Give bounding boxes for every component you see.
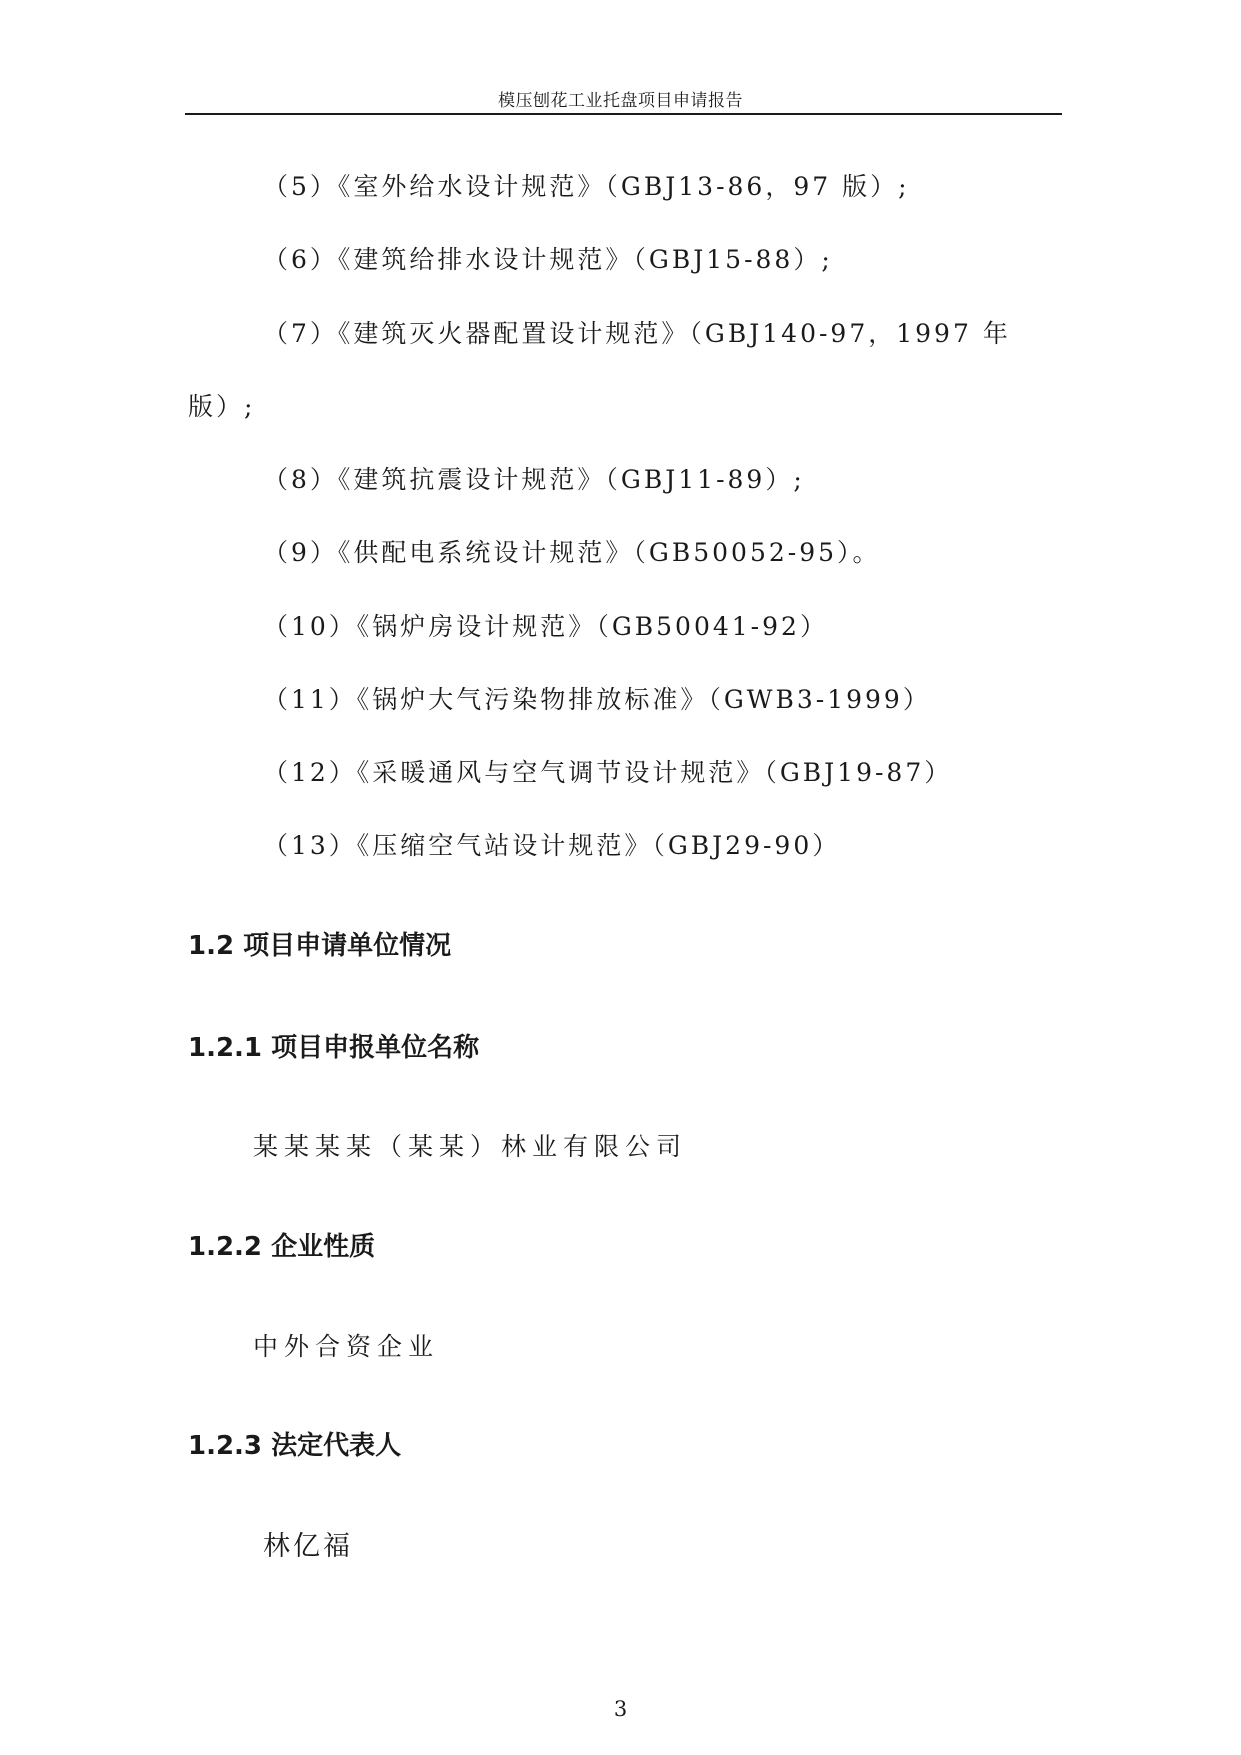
reference-item-7-continuation: 版）; <box>188 392 256 421</box>
page-number: 3 <box>613 1697 628 1721</box>
legal-representative-name: 林亿福 <box>263 1531 353 1562</box>
reference-item-8: （8）《建筑抗震设计规范》（GBJ11-89）; <box>263 465 805 494</box>
subsection-heading-1-2-3: 1.2.3 法定代表人 <box>188 1431 402 1461</box>
reference-item-10: （10）《锅炉房设计规范》（GB50041-92） <box>263 612 828 641</box>
reference-item-12: （12）《采暖通风与空气调节设计规范》（GBJ19-87） <box>263 758 953 787</box>
reference-item-11: （11）《锅炉大气污染物排放标准》（GWB3-1999） <box>263 685 931 714</box>
running-header: 模压刨花工业托盘项目申请报告 <box>498 91 743 111</box>
applicant-company-name: 某某某某（某某）林业有限公司 <box>253 1132 688 1161</box>
subsection-heading-1-2-2: 1.2.2 企业性质 <box>188 1232 376 1262</box>
section-heading-1-2: 1.2 项目申请单位情况 <box>188 931 452 961</box>
enterprise-type: 中外合资企业 <box>253 1332 440 1361</box>
reference-item-6: （6）《建筑给排水设计规范》（GBJ15-88）; <box>263 245 833 274</box>
reference-item-5: （5）《室外给水设计规范》（GBJ13-86，97 版）; <box>263 172 910 201</box>
reference-item-7: （7）《建筑灭火器配置设计规范》（GBJ140-97，1997 年 <box>263 319 1011 348</box>
subsection-heading-1-2-1: 1.2.1 项目申报单位名称 <box>188 1033 480 1063</box>
reference-item-9: （9）《供配电系统设计规范》（GB50052-95）。 <box>263 538 881 567</box>
reference-item-13: （13）《压缩空气站设计规范》（GBJ29-90） <box>263 831 841 860</box>
header-rule <box>185 113 1062 115</box>
